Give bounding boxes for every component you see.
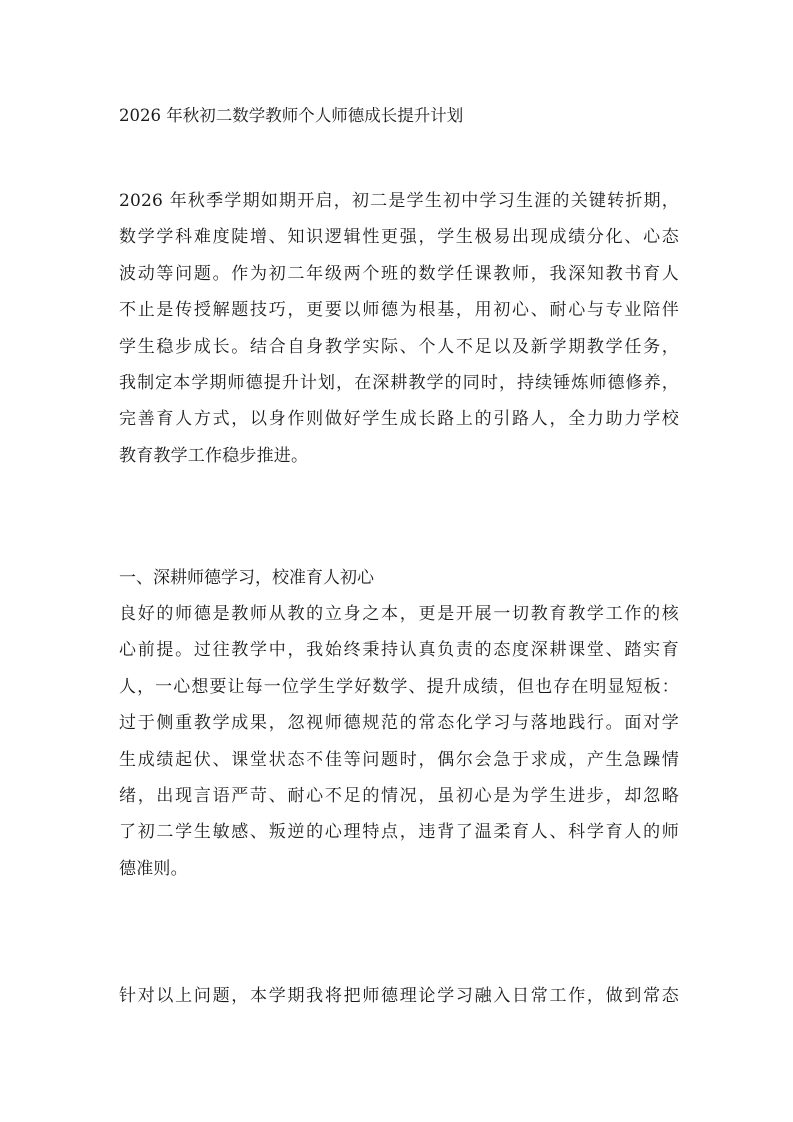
- intro-line: 数学学科难度陡增、知识逻辑性更强，学生极易出现成绩分化、心态: [119, 227, 679, 248]
- intro-line: 不止是传授解题技巧，更要以师德为根基，用初心、耐心与专业陪伴: [119, 300, 679, 321]
- intro-line: 教育教学工作稳步推进。: [119, 445, 309, 466]
- section1-heading: 一、深耕师德学习，校准育人初心: [119, 568, 374, 588]
- intro-paragraph: [119, 183, 679, 474]
- intro-line: 完善育人方式，以身作则做好学生成长路上的引路人，全力助力学校: [119, 409, 679, 430]
- intro-line: 学生稳步成长。结合自身教学实际、个人不足以及新学期教学任务，: [119, 336, 679, 357]
- section1-line: 人，一心想要让每一位学生学好数学、提升成绩，但也存在明显短板：: [119, 676, 679, 697]
- section1-followup-paragraph: [119, 978, 679, 1014]
- document-title: 2026 年秋初二数学教师个人师德成长提升计划: [119, 106, 464, 125]
- section1-line: 绪，出现言语严苛、耐心不足的情况，虽初心是为学生进步，却忽略: [119, 785, 679, 806]
- section1-line: 心前提。过往教学中，我始终秉持认真负责的态度深耕课堂、踏实育: [119, 640, 679, 661]
- intro-line: 2026 年秋季学期如期开启，初二是学生初中学习生涯的关键转折期，: [119, 191, 679, 211]
- section1-line: 过于侧重教学成果，忽视师德规范的常态化学习与落地践行。面对学: [119, 713, 679, 734]
- intro-line: 波动等问题。作为初二年级两个班的数学任课教师，我深知教书育人: [119, 263, 679, 284]
- section1-line: 生成绩起伏、课堂状态不佳等问题时，偶尔会急于求成，产生急躁情: [119, 749, 679, 770]
- followup-line: 针对以上问题，本学期我将把师德理论学习融入日常工作，做到常态: [119, 986, 679, 1006]
- section1-line: 德准则。: [119, 858, 188, 879]
- section1-line: 了初二学生敏感、叛逆的心理特点，违背了温柔育人、科学育人的师: [119, 822, 679, 843]
- intro-line: 我制定本学期师德提升计划，在深耕教学的同时，持续锤炼师德修养，: [119, 372, 679, 393]
- section1-paragraph: [119, 596, 679, 887]
- section1-line: 良好的师德是教师从教的立身之本，更是开展一切教育教学工作的核: [119, 604, 679, 624]
